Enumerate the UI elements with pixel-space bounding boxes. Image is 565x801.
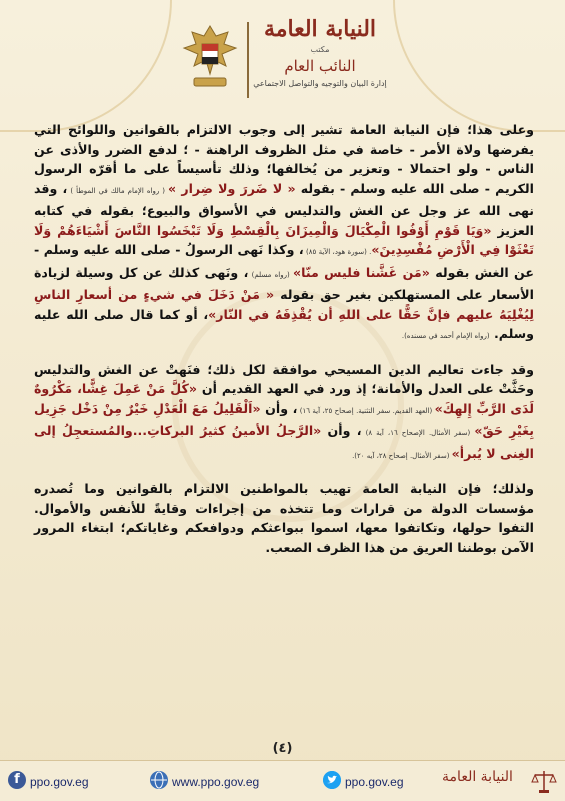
globe-icon[interactable] (150, 771, 168, 789)
text-span: وقد جاءت تعاليم الدين المسيحي موافقة لكل ذلك؛ فنَهتْ عن الغش والتدليس وحَثَّتْ على العدل والأمانة؛ إذ ورد في العهد القديم أن (34, 361, 534, 396)
footer-org-logo-text: النيابة العامة (442, 769, 513, 785)
citation: (رواه مسلم) (248, 270, 293, 279)
website-link[interactable]: www.ppo.gov.eg (172, 775, 260, 789)
citation: (رواه الإمام أحمد في مسنده). (401, 332, 490, 340)
citation: ( رواه الإمام مالك في الموطأ ) (67, 186, 168, 195)
citation: (سفر الأمثال. إصحاح ٢٨، آيه ٢٠). (352, 451, 452, 460)
quran-quote: «وَيَا قَوْمِ أَوْفُوا الْمِكْيَالَ وَالْمِيزَانَ بِالْقِسْطِ وَلَا تَبْخَسُوا النَّاسَ أَشْيَاءَهُمْ وَلَا تَعْثَوْا فِي الْأَرْضِ مُفْسِدِينَ» (34, 222, 534, 257)
paragraph-3: ولذلك؛ فإن النيابة العامة تهيب بالمواطنين الالتزام بالقوانين وما تُصدره مؤسسات الدولة من قرارات وما تتخذه من إجراءات وقايةً للأنفس والأموال. التفوا حولها، وتكاتفوا معها، اسموا ببواعثكم ودوافعكم وغاياتكم؛ ابتغاء المرور الآمن بوطننا العريق من هذا الظرف الصعب. (34, 481, 534, 555)
text-span: وعلى هذا؛ فإن النيابة العامة تشير إلى وجوب الالتزام بالقوانين واللوائح التي يفرضها ولاة الأمر - خاصة في مثل الظروف الراهنة - ؛ لدفع الضرر والأذى عن الناس - ولو احتمالا - وتعزير من يُخالفها؛ وذلك تأسيساً على ما أقرّه الرسول الكريم - صلى الله عليه وسلم - بقوله (34, 122, 534, 196)
text-span: ، وأن (260, 400, 298, 416)
hadith-quote: « لا ضَررَ ولا ضِرار » (168, 180, 296, 196)
page-number: (٤) (272, 741, 293, 756)
office-label: مكتب (310, 45, 330, 54)
hadith-quote: «مَن غَشَّنا فليس منّا» (292, 264, 430, 280)
scales-icon (530, 767, 558, 795)
twitter-link[interactable]: ppo.gov.eg (345, 775, 404, 789)
statement-body (34, 120, 534, 570)
footer-bar (0, 760, 565, 801)
eagle-emblem-icon (182, 22, 238, 92)
citation: . (سورة هود، الآية ٨٥) (303, 248, 372, 256)
letterhead (0, 0, 565, 115)
header-title-block (252, 14, 388, 110)
bible-quote: «كُلَّ مَنْ عَمِلَ غِشًّا، مَكْرُوهٌ لَدَى الرَّبِّ إِلهِكَ» (34, 381, 534, 416)
text-span: ، وأن (321, 423, 362, 438)
header-divider (247, 22, 249, 98)
org-name: النيابة العامة (263, 16, 377, 42)
paragraph-1 (34, 120, 534, 347)
text-span: ، ونَهى كذلك عن كل وسيلة لزيادة الأسعار على المستهلكين بغير حق بقوله (34, 264, 534, 302)
facebook-icon[interactable]: f (8, 771, 26, 789)
text-span: ، أو كما قال صلى الله عليه وسلم. (34, 306, 534, 341)
text-span: ، وكذا نَهى الرسولُ - صلى الله عليه وسلم - عن الغش بقوله (34, 242, 534, 280)
bible-quote: «اَلْقَلِيلُ مَعَ الْعَدْلِ خَيْرٌ مِنْ دَخْل جَزِيل بِغَيْرِ حَقّ» (34, 400, 535, 438)
twitter-icon[interactable] (323, 771, 341, 789)
citation: (سفر الأمثال. الإصحاح ١٦، آية ٨) (361, 429, 475, 437)
hadith-quote: « مَنْ دَخَلَ في شيءٍ من أسعارِ الناسِ لِيُغْلِيَهُ عليهم فإنَّ حَقًّا على اللهِ أن يُقْذِفَهُ في النّار» (34, 287, 535, 322)
citation: (العهد القديم. سفر التثنية. إصحاح ٢٥، آية ١٦) (297, 406, 435, 415)
office-name: النائب العام (284, 57, 356, 75)
bible-quote: «الرَّجلُ الأمينُ كثيرُ البركاتِ...والمُستعجِلُ إلى الغِنى لا يُبرأ» (34, 423, 534, 461)
text-span: ، وقد نهى الله عز وجل عن الغش والتدليس في الأسواق والبيوع؛ بقوله في كتابه العزيز (34, 180, 534, 238)
department-name: إدارة البيان والتوجيه والتواصل الاجتماعي (253, 79, 387, 88)
paragraph-2 (34, 360, 534, 467)
facebook-link[interactable]: ppo.gov.eg (30, 775, 89, 789)
